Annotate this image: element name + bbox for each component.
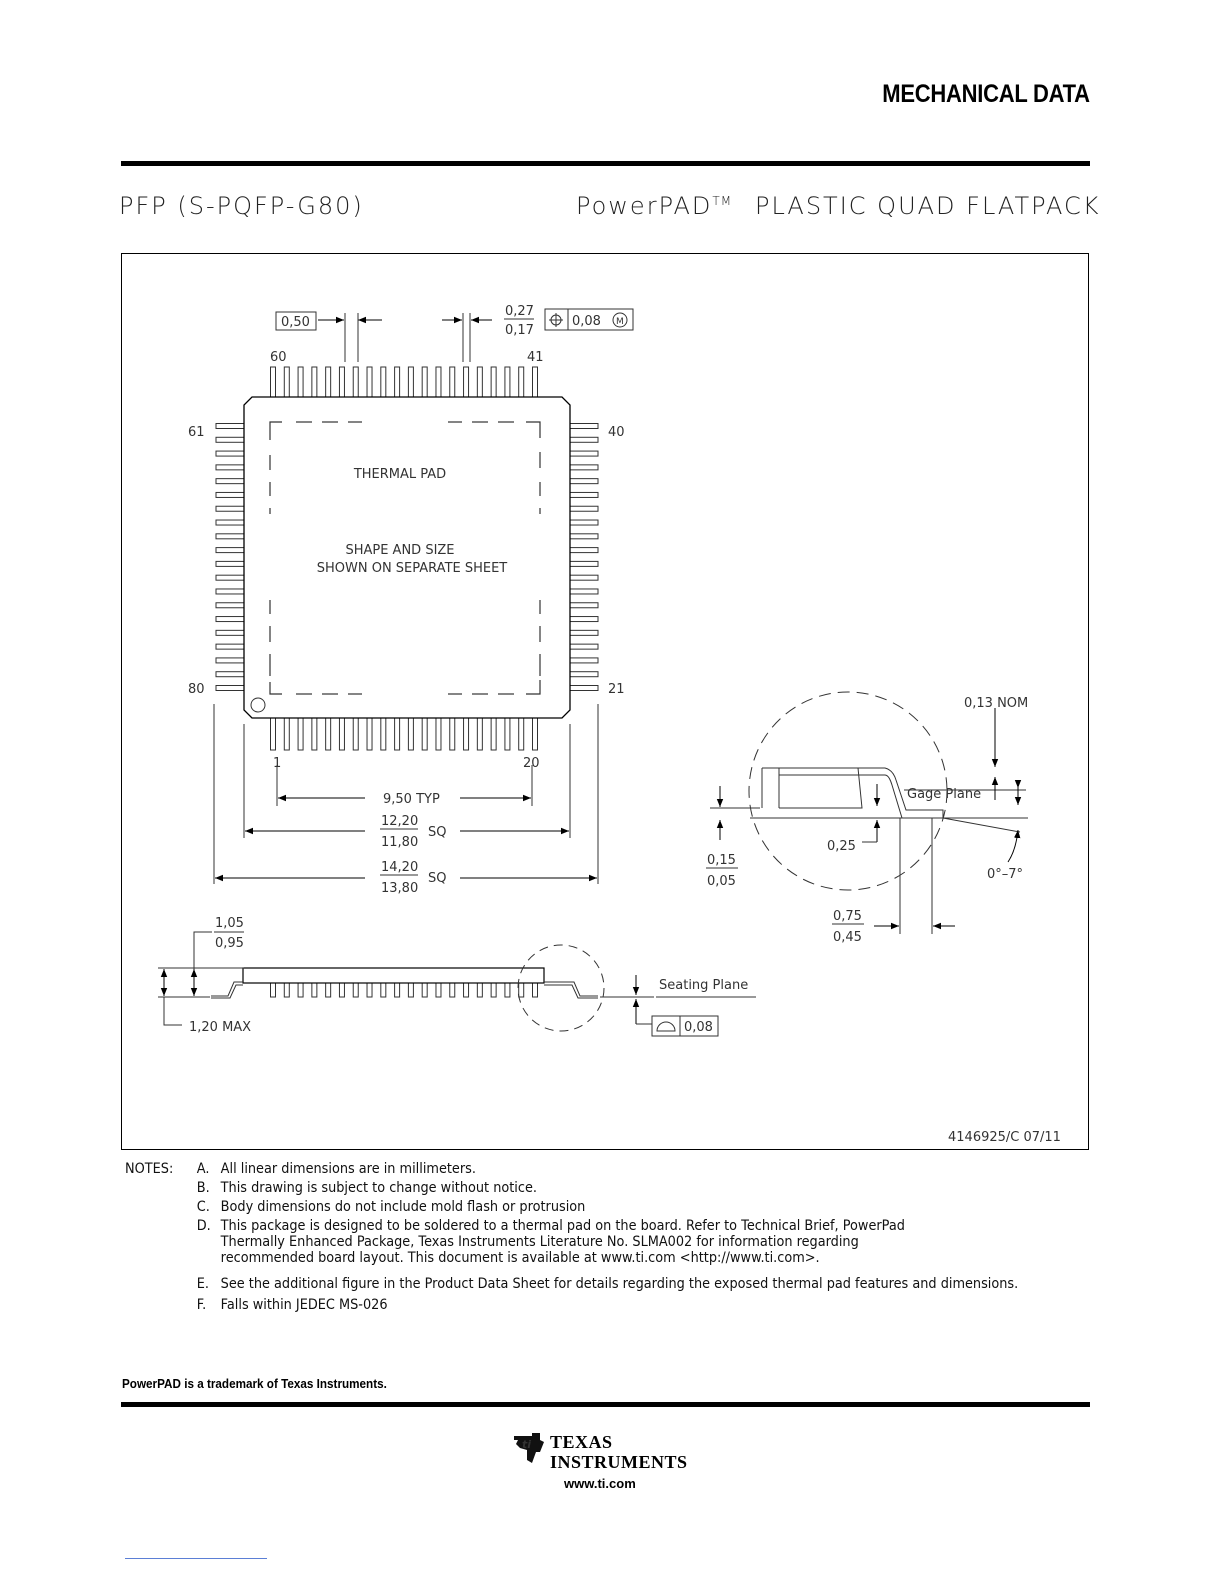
pin-61-label: 61 <box>188 425 205 440</box>
top-lead <box>381 367 386 397</box>
body-size-sq: SQ <box>428 825 447 840</box>
right-lead <box>570 520 598 525</box>
top-lead <box>271 367 276 397</box>
overall-size-sq: SQ <box>428 871 447 886</box>
top-lead <box>519 367 524 397</box>
pin-41-label: 41 <box>527 350 544 365</box>
side-lead <box>312 983 317 997</box>
pin-20-label: 20 <box>523 756 540 771</box>
bottom-lead <box>326 718 331 750</box>
right-lead <box>570 465 598 470</box>
ti-logo-icon <box>510 1430 546 1466</box>
package-type: PLASTIC QUAD FLATPACK <box>755 192 1101 220</box>
side-lead <box>519 983 524 997</box>
footer-link-line <box>125 1558 267 1559</box>
lead-width-min: 0,17 <box>505 323 534 338</box>
top-lead <box>298 367 303 397</box>
bottom-lead <box>312 718 317 750</box>
bottom-leads <box>271 718 538 750</box>
right-lead <box>570 534 598 539</box>
detail-body-section <box>779 768 862 808</box>
side-right-gullwing <box>544 982 598 996</box>
side-lead <box>284 983 289 997</box>
left-lead <box>216 465 244 470</box>
max-height-label: 1,20 MAX <box>189 1020 252 1035</box>
side-left-gullwing <box>211 982 243 996</box>
right-leads <box>570 424 598 691</box>
side-lead <box>298 983 303 997</box>
note-b: B. This drawing is subject to change without notice. <box>196 1180 537 1196</box>
body-size-min: 11,80 <box>381 835 419 850</box>
bottom-lead <box>477 718 482 750</box>
left-leads <box>216 424 244 691</box>
top-lead <box>408 367 413 397</box>
gage-distance-label: 0,25 <box>827 839 856 854</box>
right-lead <box>570 575 598 580</box>
package-code: PFP (S-PQFP-G80) <box>119 192 364 220</box>
seating-plane-label: Seating Plane <box>659 978 749 993</box>
left-lead <box>216 506 244 511</box>
left-lead <box>216 672 244 677</box>
side-lead <box>408 983 413 997</box>
bottom-lead <box>353 718 358 750</box>
pin1-indicator <box>251 698 265 712</box>
overall-size-max: 14,20 <box>381 860 419 875</box>
top-lead <box>339 367 344 397</box>
bottom-lead <box>408 718 413 750</box>
trademark-mark: TM <box>712 194 733 208</box>
lead-thickness-label: 0,13 NOM <box>964 696 1029 711</box>
top-lead <box>395 367 400 397</box>
left-lead <box>216 492 244 497</box>
right-lead <box>570 451 598 456</box>
top-lead <box>353 367 358 397</box>
side-lead <box>353 983 358 997</box>
top-lead <box>491 367 496 397</box>
side-view-body <box>243 968 544 983</box>
svg-text:ti: ti <box>522 1438 532 1451</box>
pin-40-label: 40 <box>608 425 625 440</box>
left-lead <box>216 534 244 539</box>
ti-logo-line2: INSTRUMENTS <box>550 1452 688 1472</box>
left-lead <box>216 575 244 580</box>
right-lead <box>570 437 598 442</box>
side-lead <box>395 983 400 997</box>
standoff-min: 0,05 <box>707 874 736 889</box>
right-lead <box>570 548 598 553</box>
trademark-note: PowerPAD is a trademark of Texas Instruments. <box>122 1376 387 1391</box>
thermal-pad-outline <box>270 422 540 694</box>
height-max: 1,05 <box>215 916 244 931</box>
right-lead <box>570 617 598 622</box>
note-c: C. Body dimensions do not include mold flash or protrusion <box>196 1199 586 1215</box>
bottom-lead <box>491 718 496 750</box>
left-lead <box>216 424 244 429</box>
shape-note-line1: SHAPE AND SIZE <box>345 543 455 558</box>
ti-logo-line1: TEXAS <box>550 1432 613 1452</box>
side-lead <box>339 983 344 997</box>
gage-plane-label: Gage Plane <box>907 787 982 802</box>
right-lead <box>570 603 598 608</box>
right-lead <box>570 672 598 677</box>
pin-60-label: 60 <box>270 350 287 365</box>
side-lead <box>381 983 386 997</box>
profile-symbol-icon <box>657 1022 675 1031</box>
left-lead <box>216 451 244 456</box>
lead-angle-label: 0°–7° <box>987 867 1024 882</box>
thermal-pad-label: THERMAL PAD <box>353 467 447 482</box>
left-lead <box>216 617 244 622</box>
right-lead <box>570 506 598 511</box>
left-lead <box>216 644 244 649</box>
pin-80-label: 80 <box>188 682 205 697</box>
top-lead <box>284 367 289 397</box>
pin-21-label: 21 <box>608 682 625 697</box>
coplanarity-value: 0,08 <box>684 1020 713 1035</box>
side-lead <box>326 983 331 997</box>
left-lead <box>216 686 244 691</box>
note-e: E. See the additional figure in the Product Data Sheet for details regarding the exposed thermal pad features and dimensions. <box>196 1276 1019 1292</box>
left-lead <box>216 437 244 442</box>
top-lead <box>450 367 455 397</box>
right-lead <box>570 686 598 691</box>
bottom-lead <box>519 718 524 750</box>
right-lead <box>570 492 598 497</box>
side-lead <box>450 983 455 997</box>
bottom-lead <box>367 718 372 750</box>
bottom-lead <box>381 718 386 750</box>
standoff-max: 0,15 <box>707 853 736 868</box>
top-lead <box>464 367 469 397</box>
bottom-lead <box>395 718 400 750</box>
typical-span-dim: 9,50 TYP <box>383 792 440 807</box>
right-lead <box>570 644 598 649</box>
top-lead <box>477 367 482 397</box>
note-d: D. This package is designed to be soldered to a thermal pad on the board. Refer to Technical Brief, PowerPad Thermally Enhanced Package, Texas Instruments Literature No. SLMA002 for information regarding recommended board layout. This document is available at www.ti.com <http://www.ti.com>. <box>196 1218 905 1266</box>
shape-note-line2: SHOWN ON SEPARATE SHEET <box>316 561 508 576</box>
bottom-lead <box>284 718 289 750</box>
bottom-lead <box>533 718 538 750</box>
top-lead <box>367 367 372 397</box>
top-lead <box>533 367 538 397</box>
right-lead <box>570 479 598 484</box>
left-lead <box>216 548 244 553</box>
foot-length-max: 0,75 <box>833 909 862 924</box>
ti-logo <box>510 1428 700 1498</box>
mmc-modifier-letter: M <box>616 317 624 327</box>
top-lead <box>422 367 427 397</box>
top-lead <box>326 367 331 397</box>
top-lead <box>505 367 510 397</box>
bottom-lead <box>464 718 469 750</box>
side-lead <box>505 983 510 997</box>
side-view-leads <box>271 983 538 997</box>
right-lead <box>570 630 598 635</box>
drawing-number: 4146925/C 07/11 <box>948 1130 1061 1145</box>
lead-width-max: 0,27 <box>505 304 534 319</box>
ti-logo-text <box>550 1432 688 1472</box>
side-detail-circle <box>518 945 604 1031</box>
page-header-title: MECHANICAL DATA <box>882 80 1090 108</box>
pitch-value: 0,50 <box>281 315 310 330</box>
top-leads <box>271 367 538 397</box>
note-f: F. Falls within JEDEC MS-026 <box>196 1297 388 1313</box>
side-lead <box>464 983 469 997</box>
overall-size-min: 13,80 <box>381 881 419 896</box>
bottom-lead <box>271 718 276 750</box>
right-lead <box>570 561 598 566</box>
left-lead <box>216 589 244 594</box>
notes-label: NOTES: <box>125 1161 174 1177</box>
bottom-lead <box>298 718 303 750</box>
right-lead <box>570 424 598 429</box>
left-lead <box>216 520 244 525</box>
left-lead <box>216 658 244 663</box>
right-lead <box>570 589 598 594</box>
left-lead <box>216 603 244 608</box>
bottom-lead <box>505 718 510 750</box>
left-lead <box>216 630 244 635</box>
side-lead <box>491 983 496 997</box>
side-lead <box>436 983 441 997</box>
top-lead <box>312 367 317 397</box>
package-name: PowerPAD <box>576 192 713 220</box>
left-lead <box>216 479 244 484</box>
body-size-max: 12,20 <box>381 814 419 829</box>
position-tolerance-value: 0,08 <box>572 314 601 329</box>
ti-url[interactable]: www.ti.com <box>564 1476 636 1491</box>
note-a: A. All linear dimensions are in millimeters. <box>196 1161 476 1177</box>
left-lead <box>216 561 244 566</box>
side-lead <box>477 983 482 997</box>
pin-1-label: 1 <box>273 756 282 771</box>
bottom-rule <box>121 1402 1090 1407</box>
side-lead <box>271 983 276 997</box>
side-lead <box>367 983 372 997</box>
bottom-lead <box>422 718 427 750</box>
foot-length-min: 0,45 <box>833 930 862 945</box>
bottom-lead <box>436 718 441 750</box>
bottom-lead <box>450 718 455 750</box>
bottom-lead <box>339 718 344 750</box>
side-lead <box>533 983 538 997</box>
height-min: 0,95 <box>215 936 244 951</box>
side-lead <box>422 983 427 997</box>
top-lead <box>436 367 441 397</box>
right-lead <box>570 658 598 663</box>
